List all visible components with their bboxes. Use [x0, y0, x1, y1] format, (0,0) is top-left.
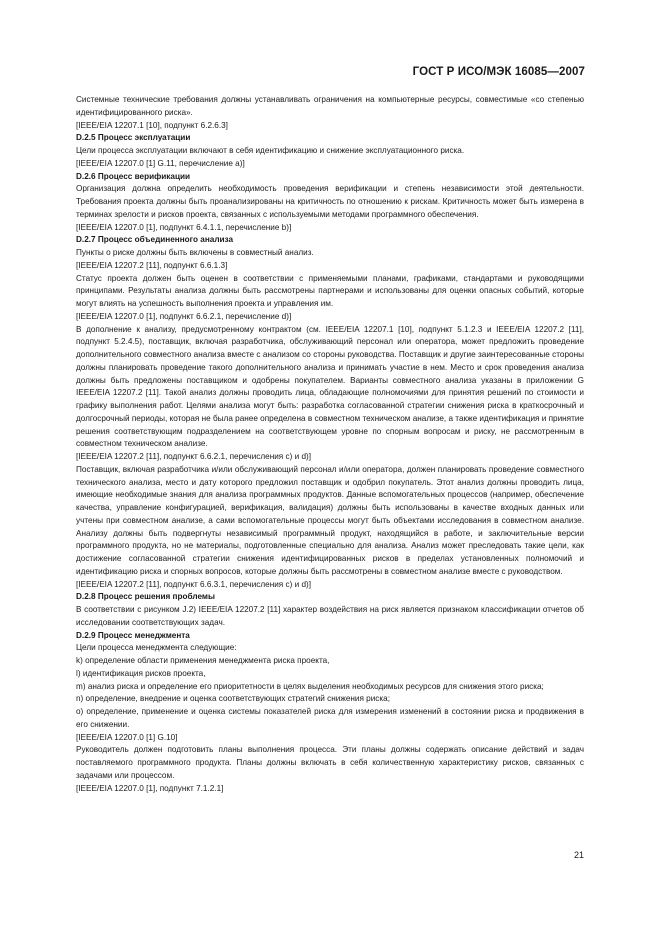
reference-line: [IEEE/EIA 12207.0 [1] G.10]: [76, 732, 178, 742]
paragraph: Системные технические требования должны устанавливать ограничения на компьютерные ресурсы, совместимые «со степенью идентифицированного риска».: [76, 95, 584, 117]
paragraph: Организация должна определить необходимость проведения верификации и степень независимости этой деятельности. Требования проекта должны быть проанализированы на критичность по отношению к рискам. Критичность может быть измерена в терминах зрелости и рисков проекта, связанных с используемыми методами программного обеспечения.: [76, 184, 584, 219]
paragraph: В дополнение к анализу, предусмотренному контрактом (см. IEEE/EIA 12207.1 [10], подпункт 5.1.2.3 и IEEE/EIA 12207.2 [11], подпункт 5.2.4.5), поставщик, включая разработчика, обслуживающий персонал или оператора, может предложить проведение дополнительного совместного анализа вместе с анализом со стороны руководства. Поставщик и другие заинтересованные стороны должны планировать проведение такого дополнительного анализа и принимать участие в нем. Место и срок проведения анализа должны быть предложены поставщиком и одобрены покупателем. Варианты совместного анализа указаны в приложении G IEEE/EIA 12207.2 [11]. Такой анализ должны проводить лица, обладающие полномочиями для принятия решений по стоимости и графику выполнения работ. Целями анализа могут быть: разработка согласованной стратегии снижения риска в краткосрочный и долгосрочный периоды, которая не была ранее определена в совместном техническом анализе, а также идентификация и принятие решения соответствующим подразделением на соответствующем уровне по спорным вопросам и риску, не рассмотренным в совместном техническом анализе.: [76, 324, 584, 449]
document-header: ГОСТ Р ИСО/МЭК 16085—2007: [412, 66, 585, 78]
reference-line: [IEEE/EIA 12207.0 [1] G.11, перечисление a)]: [76, 158, 245, 168]
section-heading: D.2.6 Процесс верификации: [76, 171, 191, 181]
section-heading: D.2.8 Процесс решения проблемы: [76, 592, 215, 602]
document-body: [76, 94, 584, 795]
reference-line: [IEEE/EIA 12207.0 [1], подпункт 6.6.2.1, перечисление d)]: [76, 311, 292, 321]
paragraph: Статус проекта должен быть оценен в соответствии с применяемыми планами, графиками, стандартами и руководящими принципами. Результаты анализа должны быть рассмотрены партнерами и использованы для оценки опасных событий, которые могут влиять на успешность выполнения проекта и управления им.: [76, 273, 584, 308]
paragraph: Цели процесса менеджмента следующие:: [76, 643, 237, 653]
paragraph: n) определение, внедрение и оценка соответствующих стратегий снижения риска;: [76, 694, 390, 704]
paragraph: m) анализ риска и определение его приоритетности в целях выделения необходимых ресурсов для снижения этого риска;: [76, 681, 544, 691]
paragraph: k) определение области применения менеджмента риска проекта,: [76, 656, 330, 665]
reference-line: [IEEE/EIA 12207.0 [1], подпункт 7.1.2.1]: [76, 783, 224, 793]
paragraph: Поставщик, включая разработчика и/или обслуживающий персонал и/или оператора, должен планировать проведение совместного технического анализа, место и дату которого предложил поставщик и одобрил покупатель. Этот анализ должны проводить лица, имеющие необходимые знания для анализа программных продуктов. Данные вспомогательных процессов (например, обеспечение качества, управление конфигурацией, верификация, валидация) должны быть использованы в качестве входных данных или учтены при совместном анализе, а сами вспомогательные процессы могут быть объектами исследования в совместном анализе. Анализу должны быть подвергнуты независимый программный продукт, находящийся в работе, и заключительные версии программного продукта, но не материалы, подготовленные специально для анализа. Анализ может преследовать такие цели, как достижение согласованной стратегии снижения идентифицированных рисков в пределах установленных полномочий и идентификацию риска и спорных вопросов, которые должны быть рассмотрены в совместном анализе вместе с руководством.: [76, 464, 584, 576]
reference-line: [IEEE/EIA 12207.2 [11], подпункт 6.6.1.3]: [76, 260, 228, 270]
reference-line: [IEEE/EIA 12207.1 [10], подпункт 6.2.6.3]: [76, 120, 228, 130]
section-heading: D.2.5 Процесс эксплуатации: [76, 133, 191, 143]
reference-line: [IEEE/EIA 12207.0 [1], подпункт 6.4.1.1, перечисление b)]: [76, 222, 292, 232]
page-number: 21: [573, 850, 584, 860]
paragraph: l) идентификация рисков проекта,: [76, 668, 206, 678]
paragraph: Цели процесса эксплуатации включают в себя идентификацию и снижение эксплуатационного риска.: [76, 146, 465, 155]
reference-line: [IEEE/EIA 12207.2 [11], подпункт 6.6.3.1, перечисления c) и d)]: [76, 579, 312, 589]
paragraph: Руководитель должен подготовить планы выполнения процесса. Эти планы должны содержать описание действий и задач поставляемого программного продукта. Планы должны включать в себя количественную характеристику рисков, связанных с задачами или процессом.: [76, 745, 584, 780]
reference-line: [IEEE/EIA 12207.2 [11], подпункт 6.6.2.1, перечисления c) и d)]: [76, 452, 312, 461]
section-heading: D.2.7 Процесс объединенного анализа: [76, 235, 234, 245]
paragraph: Пункты о риске должны быть включены в совместный анализ.: [76, 248, 314, 257]
section-heading: D.2.9 Процесс менеджмента: [76, 630, 190, 640]
paragraph: o) определение, применение и оценка системы показателей риска для измерения изменений в состоянии риска и продвижения в его снижении.: [76, 707, 584, 729]
paragraph: В соответствии с рисунком J.2) IEEE/EIA 12207.2 [11] характер воздействия на риск является признаком классификации отчетов об исследовании соответствующих задач.: [76, 605, 584, 627]
